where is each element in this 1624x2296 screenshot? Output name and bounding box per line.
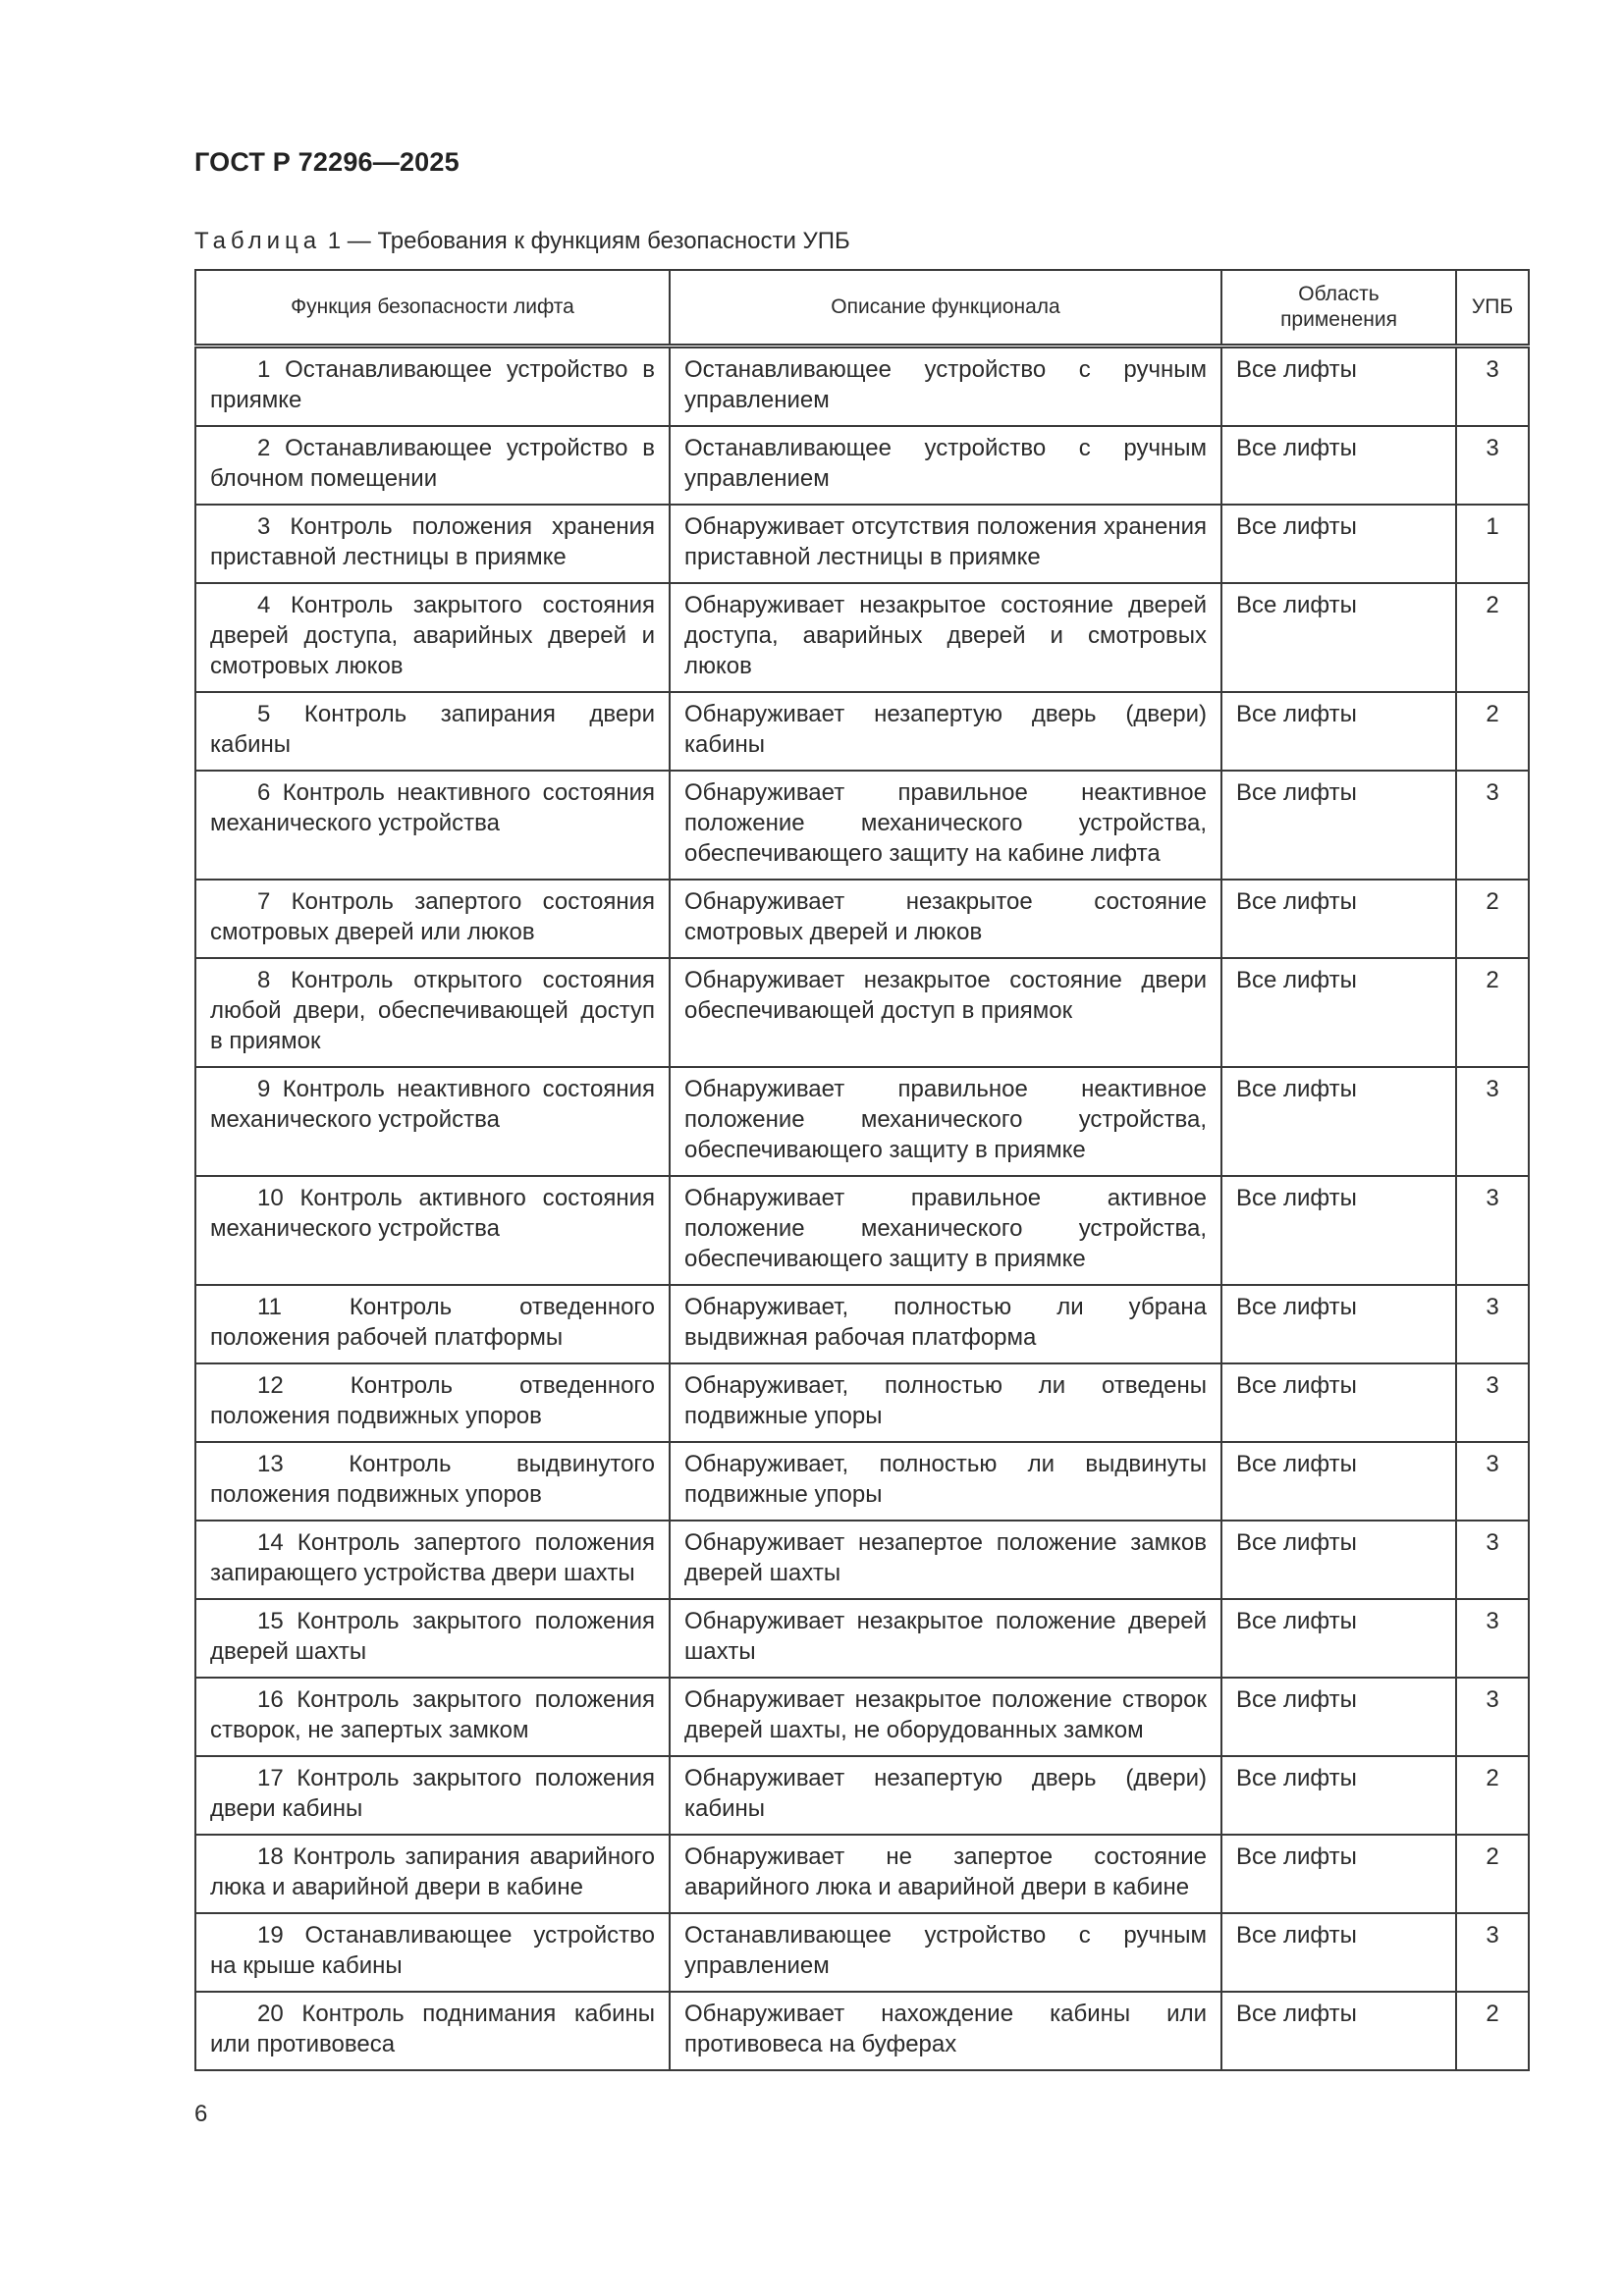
cell-scope: Все лифты — [1221, 692, 1456, 771]
table-row — [195, 1285, 1529, 1363]
table-row — [195, 771, 1529, 880]
cell-upb: 2 — [1456, 1835, 1529, 1913]
cell-description: Останавливающее устройство с ручным управлением — [670, 1913, 1221, 1992]
cell-function: 16 Контроль закрытого положения створок, не запертых замком — [195, 1678, 670, 1756]
cell-description: Останавливающее устройство с ручным управлением — [670, 347, 1221, 427]
cell-upb: 2 — [1456, 1756, 1529, 1835]
table-row — [195, 505, 1529, 583]
cell-scope: Все лифты — [1221, 1599, 1456, 1678]
cell-description: Обнаруживает, полностью ли отведены подвижные упоры — [670, 1363, 1221, 1442]
table-row — [195, 880, 1529, 958]
cell-function: 8 Контроль открытого состояния любой двери, обеспечивающей доступ в приямок — [195, 958, 670, 1067]
table-row — [195, 583, 1529, 692]
column-header-upb: УПБ — [1456, 270, 1529, 347]
cell-function: 13 Контроль выдвинутого положения подвижных упоров — [195, 1442, 670, 1521]
table-row — [195, 958, 1529, 1067]
cell-upb: 3 — [1456, 1442, 1529, 1521]
table-row — [195, 1678, 1529, 1756]
cell-scope: Все лифты — [1221, 1442, 1456, 1521]
cell-function: 12 Контроль отведенного положения подвижных упоров — [195, 1363, 670, 1442]
cell-upb: 1 — [1456, 505, 1529, 583]
cell-upb: 2 — [1456, 958, 1529, 1067]
cell-upb: 3 — [1456, 426, 1529, 505]
page-number: 6 — [194, 2101, 208, 2127]
table-row — [195, 1442, 1529, 1521]
cell-upb: 2 — [1456, 1992, 1529, 2070]
cell-function: 14 Контроль запертого положения запирающего устройства двери шахты — [195, 1521, 670, 1599]
cell-scope: Все лифты — [1221, 771, 1456, 880]
cell-function: 11 Контроль отведенного положения рабочей платформы — [195, 1285, 670, 1363]
table-row — [195, 692, 1529, 771]
cell-description: Обнаруживает незапертое положение замков дверей шахты — [670, 1521, 1221, 1599]
cell-upb: 2 — [1456, 583, 1529, 692]
table-row — [195, 426, 1529, 505]
table-row — [195, 1067, 1529, 1176]
table-row — [195, 347, 1529, 427]
cell-upb: 2 — [1456, 692, 1529, 771]
cell-function: 10 Контроль активного состояния механического устройства — [195, 1176, 670, 1285]
cell-function: 1 Останавливающее устройство в приямке — [195, 347, 670, 427]
cell-upb: 3 — [1456, 347, 1529, 427]
safety-functions-table — [194, 269, 1530, 2071]
table-row — [195, 1756, 1529, 1835]
cell-description: Останавливающее устройство с ручным управлением — [670, 426, 1221, 505]
table-caption-prefix: Таблица — [194, 228, 322, 254]
cell-scope: Все лифты — [1221, 505, 1456, 583]
table-row — [195, 1992, 1529, 2070]
column-header-function: Функция безопасности лифта — [195, 270, 670, 347]
cell-function: 6 Контроль неактивного состояния механического устройства — [195, 771, 670, 880]
cell-scope: Все лифты — [1221, 880, 1456, 958]
cell-upb: 3 — [1456, 1599, 1529, 1678]
cell-upb: 3 — [1456, 1363, 1529, 1442]
table-caption — [194, 228, 850, 255]
cell-upb: 3 — [1456, 1067, 1529, 1176]
table-caption-title: 1 — Требования к функциям безопасности УПБ — [321, 228, 850, 254]
cell-function: 2 Останавливающее устройство в блочном помещении — [195, 426, 670, 505]
column-header-scope: Область применения — [1221, 270, 1456, 347]
cell-description: Обнаруживает не запертое состояние аварийного люка и аварийной двери в кабине — [670, 1835, 1221, 1913]
cell-scope: Все лифты — [1221, 1992, 1456, 2070]
table-body — [195, 347, 1529, 2071]
cell-function: 4 Контроль закрытого состояния дверей доступа, аварийных дверей и смотровых люков — [195, 583, 670, 692]
cell-upb: 3 — [1456, 1521, 1529, 1599]
cell-description: Обнаруживает незакрытое состояние смотровых дверей и люков — [670, 880, 1221, 958]
cell-description: Обнаруживает незакрытое состояние двери обеспечивающей доступ в приямок — [670, 958, 1221, 1067]
cell-scope: Все лифты — [1221, 1363, 1456, 1442]
cell-function: 3 Контроль положения хранения приставной лестницы в приямке — [195, 505, 670, 583]
cell-description: Обнаруживает незакрытое положение дверей шахты — [670, 1599, 1221, 1678]
cell-function: 15 Контроль закрытого положения дверей шахты — [195, 1599, 670, 1678]
cell-description: Обнаруживает правильное активное положение механического устройства, обеспечивающего защиту в приямке — [670, 1176, 1221, 1285]
cell-description: Обнаруживает, полностью ли выдвинуты подвижные упоры — [670, 1442, 1221, 1521]
table-header-row — [195, 270, 1529, 347]
cell-scope: Все лифты — [1221, 1285, 1456, 1363]
cell-scope: Все лифты — [1221, 1835, 1456, 1913]
cell-description: Обнаруживает правильное неактивное положение механического устройства, обеспечивающего защиту на кабине лифта — [670, 771, 1221, 880]
cell-function: 20 Контроль поднимания кабины или противовеса — [195, 1992, 670, 2070]
cell-scope: Все лифты — [1221, 1756, 1456, 1835]
cell-description: Обнаруживает нахождение кабины или противовеса на буферах — [670, 1992, 1221, 2070]
cell-scope: Все лифты — [1221, 583, 1456, 692]
cell-function: 5 Контроль запирания двери кабины — [195, 692, 670, 771]
cell-description: Обнаруживает незакрытое состояние дверей доступа, аварийных дверей и смотровых люков — [670, 583, 1221, 692]
cell-upb: 3 — [1456, 1913, 1529, 1992]
table-row — [195, 1599, 1529, 1678]
cell-function: 17 Контроль закрытого положения двери кабины — [195, 1756, 670, 1835]
cell-description: Обнаруживает незапертую дверь (двери) кабины — [670, 1756, 1221, 1835]
cell-description: Обнаруживает правильное неактивное положение механического устройства, обеспечивающего защиту в приямке — [670, 1067, 1221, 1176]
cell-upb: 3 — [1456, 1285, 1529, 1363]
cell-upb: 2 — [1456, 880, 1529, 958]
cell-description: Обнаруживает незакрытое положение створок дверей шахты, не оборудованных замком — [670, 1678, 1221, 1756]
table-row — [195, 1835, 1529, 1913]
cell-upb: 3 — [1456, 1678, 1529, 1756]
document-header: ГОСТ Р 72296—2025 — [194, 147, 460, 177]
cell-upb: 3 — [1456, 1176, 1529, 1285]
cell-scope: Все лифты — [1221, 1521, 1456, 1599]
cell-function: 9 Контроль неактивного состояния механического устройства — [195, 1067, 670, 1176]
cell-scope: Все лифты — [1221, 1678, 1456, 1756]
cell-description: Обнаруживает отсутствия положения хранения приставной лестницы в приямке — [670, 505, 1221, 583]
column-header-description: Описание функционала — [670, 270, 1221, 347]
table-row — [195, 1176, 1529, 1285]
cell-scope: Все лифты — [1221, 1176, 1456, 1285]
cell-scope: Все лифты — [1221, 426, 1456, 505]
cell-scope: Все лифты — [1221, 1913, 1456, 1992]
cell-scope: Все лифты — [1221, 1067, 1456, 1176]
cell-scope: Все лифты — [1221, 958, 1456, 1067]
cell-function: 7 Контроль запертого состояния смотровых дверей или люков — [195, 880, 670, 958]
table-row — [195, 1913, 1529, 1992]
cell-function: 18 Контроль запирания аварийного люка и аварийной двери в кабине — [195, 1835, 670, 1913]
cell-upb: 3 — [1456, 771, 1529, 880]
cell-scope: Все лифты — [1221, 347, 1456, 427]
table-row — [195, 1363, 1529, 1442]
cell-description: Обнаруживает, полностью ли убрана выдвижная рабочая платформа — [670, 1285, 1221, 1363]
cell-function: 19 Останавливающее устройство на крыше кабины — [195, 1913, 670, 1992]
cell-description: Обнаруживает незапертую дверь (двери) кабины — [670, 692, 1221, 771]
table-row — [195, 1521, 1529, 1599]
